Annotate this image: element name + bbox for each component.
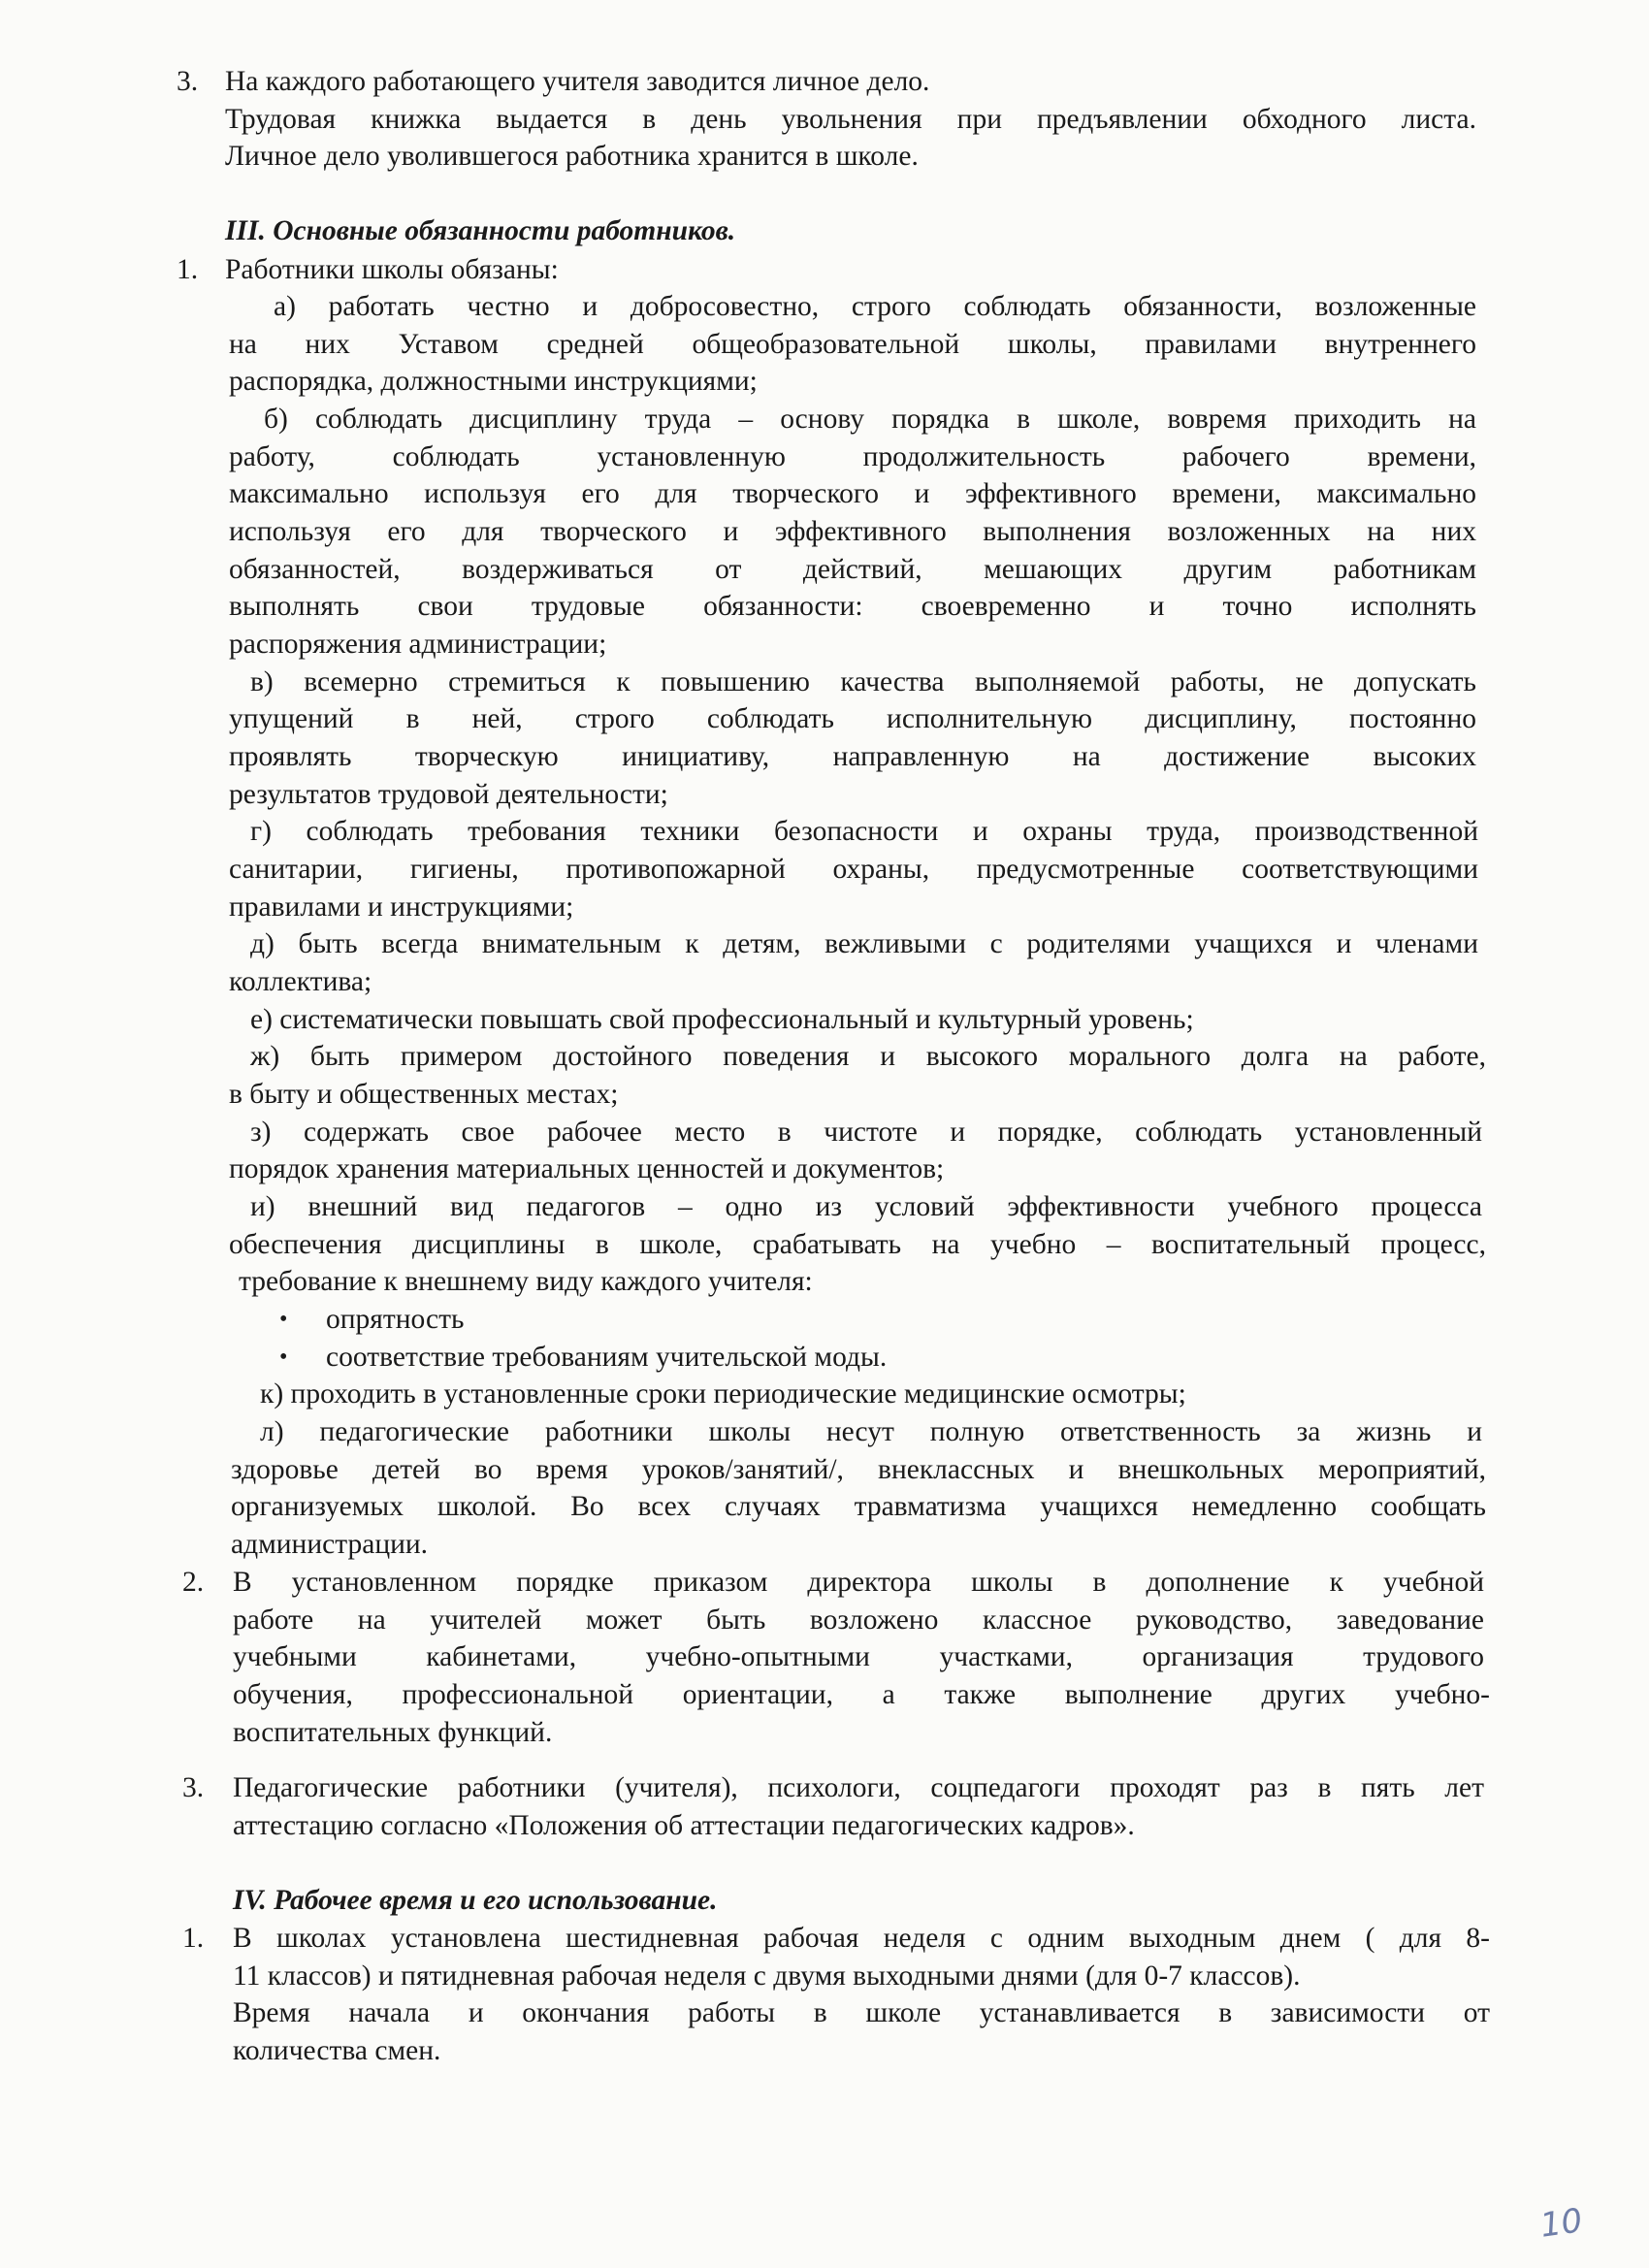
text-line: б) соблюдать дисциплину труда – основу порядка в школе, вовремя приходить на bbox=[264, 404, 1476, 435]
text-line: г) соблюдать требования техники безопасности и охраны труда, производственной bbox=[250, 816, 1478, 847]
text-line: 11 классов) и пятидневная рабочая неделя с двумя выходными днями (для 0-7 классов). bbox=[233, 1960, 1301, 1992]
bullet-item: соответствие требованиям учительской моды. bbox=[326, 1342, 888, 1373]
text-line: е) систематически повышать свой профессиональный и культурный уровень; bbox=[250, 1004, 1194, 1035]
text-line: На каждого работающего учителя заводится личное дело. bbox=[225, 66, 930, 97]
text-line: организуемых школой. Во всех случаях травматизма учащихся немедленно сообщать bbox=[231, 1491, 1486, 1522]
list-number: 2. bbox=[182, 1567, 205, 1598]
page-number: 10 bbox=[1537, 2201, 1585, 2246]
text-line: санитарии, гигиены, противопожарной охраны, предусмотренные соответствующими bbox=[229, 854, 1478, 885]
text-line: воспитательных функций. bbox=[233, 1717, 553, 1748]
text-line: Время начала и окончания работы в школе устанавливается в зависимости от bbox=[233, 1997, 1490, 2028]
text-line: обязанностей, воздерживаться от действий, мешающих другим работникам bbox=[229, 554, 1476, 585]
text-line: коллектива; bbox=[229, 966, 372, 997]
bullet-icon: • bbox=[279, 1345, 288, 1370]
text-line: а) работать честно и добросовестно, строго соблюдать обязанности, возложенные bbox=[274, 291, 1476, 322]
text-line: работе на учителей может быть возложено классное руководство, заведование bbox=[233, 1604, 1484, 1636]
text-line: администрации. bbox=[231, 1529, 429, 1560]
text-line: результатов трудовой деятельности; bbox=[229, 779, 668, 810]
section-heading: III. Основные обязанности работников. bbox=[225, 215, 736, 246]
bullet-item: опрятность bbox=[326, 1304, 465, 1335]
list-number: 3. bbox=[182, 1772, 205, 1803]
text-line: работу, соблюдать установленную продолжительность рабочего времени, bbox=[229, 441, 1476, 472]
text-line: распорядка, должностными инструкциями; bbox=[229, 366, 758, 397]
text-line: на них Уставом средней общеобразовательной школы, правилами внутреннего bbox=[229, 329, 1476, 360]
text-line: упущений в ней, строго соблюдать исполнительную дисциплину, постоянно bbox=[229, 703, 1476, 734]
text-line: аттестацию согласно «Положения об аттестации педагогических кадров». bbox=[233, 1810, 1135, 1841]
text-line: в быту и общественных местах; bbox=[229, 1079, 619, 1110]
text-line: требование к внешнему виду каждого учителя: bbox=[239, 1266, 813, 1297]
text-line: д) быть всегда внимательным к детям, вежливыми с родителями учащихся и членами bbox=[250, 928, 1478, 959]
text-line: Трудовая книжка выдается в день увольнения при предъявлении обходного листа. bbox=[225, 104, 1476, 135]
text-line: л) педагогические работники школы несут полную ответственность за жизнь и bbox=[260, 1416, 1482, 1447]
list-number: 1. bbox=[177, 254, 199, 285]
text-line: правилами и инструкциями; bbox=[229, 891, 574, 923]
list-number: 1. bbox=[182, 1923, 205, 1954]
text-line: в) всемерно стремиться к повышению качества выполняемой работы, не допускать bbox=[250, 666, 1476, 697]
text-line: максимально используя его для творческого и эффективного времени, максимально bbox=[229, 478, 1476, 509]
text-line: порядок хранения материальных ценностей и документов; bbox=[229, 1153, 945, 1184]
bullet-icon: • bbox=[279, 1307, 288, 1332]
text-line: обучения, профессиональной ориентации, а также выполнение других учебно- bbox=[233, 1679, 1490, 1710]
text-line: здоровье детей во время уроков/занятий/, внеклассных и внешкольных мероприятий, bbox=[231, 1454, 1486, 1485]
text-line: ж) быть примером достойного поведения и высокого моральнoго долга на работе, bbox=[250, 1041, 1486, 1072]
text-line: Работники школы обязаны: bbox=[225, 254, 559, 285]
text-line: обеспечения дисциплины в школе, срабатывать на учебно – воспитательный процесс, bbox=[229, 1229, 1486, 1260]
text-line: В установленном порядке приказом директора школы в дополнение к учебной bbox=[233, 1567, 1484, 1598]
text-line: количества смен. bbox=[233, 2035, 441, 2066]
text-line: выполнять свои трудовые обязанности: своевременно и точно исполнять bbox=[229, 591, 1476, 622]
list-number: 3. bbox=[177, 66, 199, 97]
text-line: Педагогические работники (учителя), психологи, соцпедагоги проходят раз в пять лет bbox=[233, 1772, 1484, 1803]
text-line: к) проходить в установленные сроки периодические медицинские осмотры; bbox=[260, 1378, 1186, 1409]
text-line: учебными кабинетами, учебно-опытными участками, организация трудового bbox=[233, 1641, 1484, 1672]
text-line: Личное дело уволившегося работника хранится в школе. bbox=[225, 141, 919, 172]
text-line: распоряжения администрации; bbox=[229, 629, 607, 660]
text-line: проявлять творческую инициативу, направленную на достижение высоких bbox=[229, 741, 1476, 772]
section-heading: IV. Рабочее время и его использование. bbox=[233, 1885, 718, 1916]
text-line: В школах установлена шестидневная рабочая неделя с одним выходным днем ( для 8- bbox=[233, 1923, 1490, 1954]
text-line: используя его для творческого и эффективного выполнения возложенных на них bbox=[229, 516, 1476, 547]
text-line: з) содержать свое рабочее место в чистоте и порядке, соблюдать установленный bbox=[250, 1117, 1482, 1148]
text-line: и) внешний вид педагогов – одно из условий эффективности учебного процесса bbox=[250, 1191, 1482, 1222]
